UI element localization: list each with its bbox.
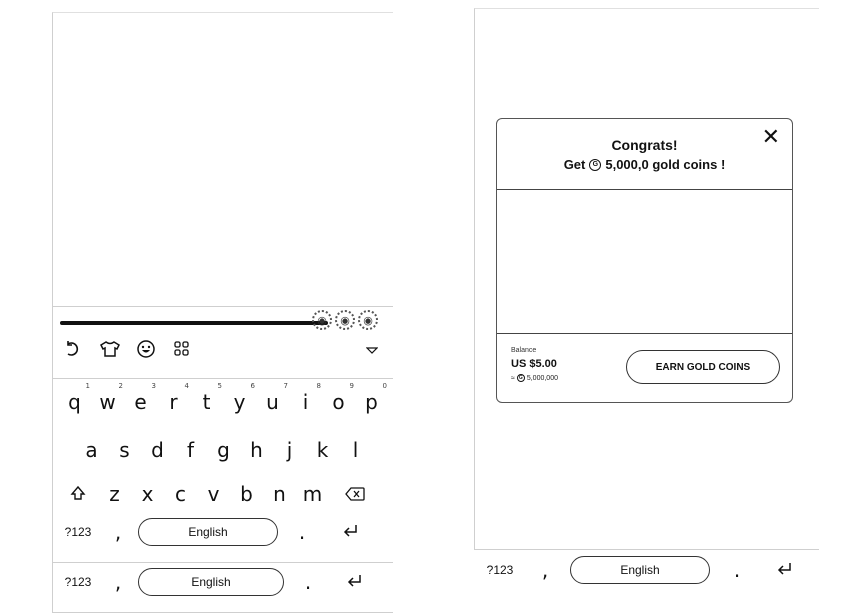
gold-coin-icon: G xyxy=(517,374,525,382)
key-m[interactable]: m xyxy=(302,482,323,506)
key-row-3 xyxy=(58,482,392,506)
tshirt-theme-icon[interactable] xyxy=(96,338,124,360)
balance-value: US $5.00 xyxy=(511,358,557,370)
keyboard-toolbar xyxy=(60,336,390,362)
key-u[interactable]: u 7 xyxy=(266,382,288,414)
subtitle-amount: 5,000,0 gold coins ! xyxy=(605,157,726,172)
emoji-icon[interactable] xyxy=(132,338,160,360)
enter-key[interactable] xyxy=(332,570,376,594)
balance-label: Balance xyxy=(511,347,537,354)
period-key[interactable]: . xyxy=(733,558,741,582)
dialog-title: Congrats! xyxy=(611,137,678,153)
enter-key[interactable] xyxy=(326,520,374,544)
space-bar[interactable]: English xyxy=(138,568,284,596)
key-q[interactable]: q 1 xyxy=(68,382,90,414)
key-d[interactable]: d xyxy=(151,438,164,462)
coin-indicator-icon: ◉ xyxy=(312,310,332,330)
key-y[interactable]: y 6 xyxy=(233,382,255,414)
key-w[interactable]: w 2 xyxy=(99,382,123,414)
shift-key[interactable] xyxy=(58,482,98,506)
left-bottom-bar xyxy=(58,568,392,596)
comma-key[interactable]: , xyxy=(541,558,549,582)
symbols-key[interactable]: ?123 xyxy=(64,525,92,539)
symbols-key[interactable]: ?123 xyxy=(486,563,514,577)
chevron-down-icon[interactable] xyxy=(366,342,378,360)
key-row-1 xyxy=(58,382,392,414)
key-x[interactable]: x xyxy=(141,482,154,506)
key-p[interactable]: p 0 xyxy=(365,382,387,414)
comma-key[interactable]: , xyxy=(114,520,122,544)
toolbar-divider xyxy=(53,378,393,379)
enter-icon xyxy=(344,573,364,589)
key-r[interactable]: r 4 xyxy=(169,382,189,414)
key-s[interactable]: s xyxy=(119,438,130,462)
dialog-header xyxy=(497,119,792,190)
key-g[interactable]: g xyxy=(217,438,230,462)
keyboard-progress-bar xyxy=(60,321,328,325)
key-e[interactable]: e 3 xyxy=(134,382,156,414)
key-l[interactable]: l xyxy=(352,438,359,462)
progress-coin-indicators xyxy=(312,310,388,334)
right-bottom-bar xyxy=(480,556,818,584)
key-o[interactable]: o 9 xyxy=(332,382,354,414)
dialog-subtitle xyxy=(497,157,792,172)
space-bar[interactable]: English xyxy=(138,518,278,546)
key-z[interactable]: z xyxy=(109,482,120,506)
gold-coin-icon: G xyxy=(589,159,601,171)
key-k[interactable]: k xyxy=(316,438,329,462)
subtitle-prefix: Get xyxy=(563,157,586,172)
dialog-content-area xyxy=(497,189,792,334)
balance-coins: ≈ G 5,000,000 xyxy=(511,374,558,382)
key-h[interactable]: h xyxy=(250,438,263,462)
comma-key[interactable]: , xyxy=(114,570,122,594)
period-key[interactable]: . xyxy=(298,520,306,544)
period-key[interactable]: . xyxy=(304,570,312,594)
enter-icon xyxy=(340,523,360,539)
key-f[interactable]: f xyxy=(186,438,195,462)
space-bar[interactable]: English xyxy=(570,556,710,584)
key-i[interactable]: i 8 xyxy=(302,382,321,414)
key-t[interactable]: t 5 xyxy=(202,382,222,414)
coin-indicator-icon: ◉ xyxy=(335,310,355,330)
symbols-key[interactable]: ?123 xyxy=(64,575,92,589)
key-row-2 xyxy=(75,438,375,462)
key-row-4 xyxy=(58,518,392,546)
key-c[interactable]: c xyxy=(175,482,186,506)
close-icon[interactable]: ✕ xyxy=(761,125,780,150)
key-j[interactable]: j xyxy=(286,438,293,462)
reward-dialog xyxy=(496,118,793,403)
earn-gold-coins-button[interactable]: EARN GOLD COINS xyxy=(626,350,780,384)
enter-icon xyxy=(774,561,794,577)
left-screen-bottom-edge xyxy=(53,612,393,613)
shift-icon xyxy=(70,485,86,501)
key-a[interactable]: a xyxy=(85,438,98,462)
coin-indicator-icon: ◉ xyxy=(358,310,378,330)
key-n[interactable]: n xyxy=(273,482,286,506)
key-b[interactable]: b xyxy=(240,482,253,506)
backspace-key[interactable] xyxy=(329,482,381,506)
keyboard-bottom-divider xyxy=(53,562,393,563)
enter-key[interactable] xyxy=(764,558,804,582)
key-v[interactable]: v xyxy=(207,482,220,506)
backspace-icon xyxy=(345,487,365,501)
rotate-arrow-icon[interactable] xyxy=(60,338,88,360)
grid-apps-icon[interactable] xyxy=(168,338,196,360)
